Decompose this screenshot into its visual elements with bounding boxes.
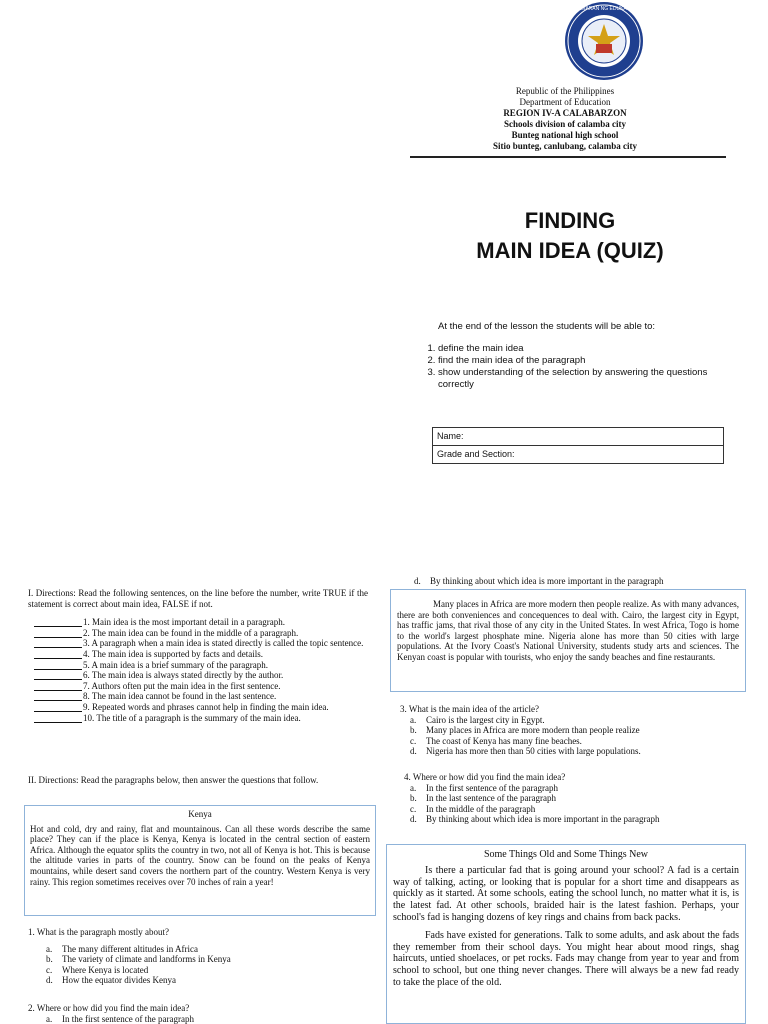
answer-blank[interactable] [34,649,82,659]
header-address: Sitio bunteg, canlubang, calamba city [492,141,638,151]
answer-blank[interactable] [34,638,82,648]
true-false-list [28,617,368,723]
tf-item: 5. A main idea is a brief summary of the paragraph. [34,660,368,671]
name-field[interactable]: Name: [437,431,464,441]
kenya-text: Hot and cold, dry and rainy, flat and mountainous. Can all these words describe the same place? They can if the place is Kenya, Kenya is located in the central section of eastern Africa. Although the equator splits the country in two, not all of Kenya is hot. This is because the altitude varies in parts of the country. Snow can be found on the peaks of Kenya mountains, while desert sand covers the northern part of the country. Western Kenya is very rainy. This region sometimes receives over 70 inches of rain a year! [30,823,370,887]
question-3 [392,704,742,757]
fads-paragraph-2: Fads have existed for generations. Talk to some adults, and ask about the fads they remember from their school days. You might hear about mood rings, shag haircuts, untied shoelaces, or pet rocks. Fads may change from year to year and from school to school, but one thing never changes. There will always be a new fad ready to take the place of the old. [393,929,739,988]
q2-options [28,1014,368,1024]
africa-passage [390,589,746,692]
q3-option[interactable]: c. The coast of Kenya has many fine beaches. [410,735,582,746]
tf-item: 9. Repeated words and phrases cannot help in finding the main idea. [34,702,368,713]
part1-section [28,588,368,723]
answer-blank[interactable] [34,681,82,691]
title-line-2: MAIN IDEA (QUIZ) [476,238,664,263]
q1-option[interactable]: a. The many different altitudes in Africa [46,943,199,954]
answer-blank[interactable] [34,670,82,680]
objectives [420,321,740,391]
tf-item: 7. Authors often put the main idea in the first sentence. [34,681,368,692]
tf-item: 2. The main idea can be found in the middle of a paragraph. [34,628,368,639]
question-4 [392,772,742,825]
deped-seal-icon [563,0,645,82]
header-region: REGION IV-A CALABARZON [503,108,627,118]
q1-option[interactable]: d. How the equator divides Kenya [46,975,176,986]
q1-option[interactable]: c. Where Kenya is located [46,964,149,975]
header-department: Department of Education [519,97,611,107]
objective-item: 1. define the main idea [438,343,740,355]
q2-option[interactable]: a. In the first sentence of the paragraph [46,1013,194,1024]
header-divider [410,156,726,158]
question-2 [28,1003,368,1024]
q4-option[interactable]: c. In the middle of the paragraph [410,803,536,814]
title-line-1: FINDING [524,208,616,233]
tf-item: 3. A paragraph when a main idea is stated directly is called the topic sentence. [34,638,368,649]
answer-blank[interactable] [34,691,82,701]
seal-text: KAGAWARAN NG EDUKASYON [567,6,641,12]
answer-blank[interactable] [34,660,82,670]
q4-option[interactable]: b. In the last sentence of the paragraph [410,793,556,804]
tf-item: 4. The main idea is supported by facts and details. [34,649,368,660]
question-1 [28,927,368,986]
q2-option[interactable]: d. By thinking about which idea is more important in the paragraph [414,576,664,586]
fads-title: Some Things Old and Some Things New [483,849,649,860]
q3-option[interactable]: a. Cairo is the largest city in Egypt. [410,714,545,725]
objective-item: 2. find the main idea of the paragraph [438,355,740,367]
tf-item: 10. The title of a paragraph is the summary of the main idea. [34,713,368,724]
answer-blank[interactable] [34,628,82,638]
q3-option[interactable]: d. Nigeria has more then than 50 cities with large populations. [410,746,641,757]
q4-options [392,783,742,825]
school-header [400,86,730,152]
objectives-list [420,343,740,391]
page-title [400,206,740,266]
header-division: Schools division of calamba city [503,119,626,129]
q2-text: 2. Where or how did you find the main idea? [28,1003,190,1013]
fads-passage [386,844,746,1024]
tf-item: 6. The main idea is always stated directly by the author. [34,670,368,681]
q3-text: 3. What is the main idea of the article? [400,704,540,714]
q1-options [28,944,368,986]
grade-section-field[interactable]: Grade and Section: [433,445,723,463]
q4-option[interactable]: d. By thinking about which idea is more important in the paragraph [410,814,660,825]
q1-option[interactable]: b. The variety of climate and landforms in Kenya [46,954,231,965]
answer-blank[interactable] [34,702,82,712]
q3-option[interactable]: b. Many places in Africa are more modern than people realize [410,725,640,736]
kenya-title: Kenya [188,809,212,819]
kenya-passage [24,805,376,916]
q3-options [392,715,742,757]
header-school: Bunteg national high school [511,130,619,140]
q2-continued [396,576,764,587]
q4-text: 4. Where or how did you find the main idea? [404,772,566,782]
q1-text: 1. What is the paragraph mostly about? [28,927,170,937]
q4-option[interactable]: a. In the first sentence of the paragraph [410,782,558,793]
objectives-intro: At the end of the lesson the students will be able to: [438,321,656,332]
name-box [432,427,724,464]
tf-item: 1. Main idea is the most important detail in a paragraph. [34,617,368,628]
fads-paragraph-1: Is there a particular fad that is going around your school? A fad is a certain way of talking, acting, or looking that is popular for a short time and disappears as quickly as it started. At some schools, eating the school lunch, no matter what it is, is the latest fad. At other schools, braided hair is the latest fashion. Perhaps, your school's fad is hanging dozens of key rings and chains from back packs. [393,864,739,923]
part1-directions: I. Directions: Read the following sentences, on the line before the number, write TRUE if the statement is correct about main idea, FALSE if not. [28,588,368,609]
objective-item: 3. show understanding of the selection by answering the questions correctly [438,367,740,391]
answer-blank[interactable] [34,617,82,627]
answer-blank[interactable] [34,713,82,723]
tf-item: 8. The main idea cannot be found in the last sentence. [34,691,368,702]
header-republic: Republic of the Philippines [515,86,615,96]
part2-directions: II. Directions: Read the paragraphs below, then answer the questions that follow. [28,775,319,785]
africa-text: Many places in Africa are more modern then people realize. As with many advances, there are both conveniences and concequences to deal with. Cairo, the largest city in Egypt, has traffic jams, that rival those of any city in the United States. In west Africa, Togo is home to the world's largest phosphate mine. Nigeria alone has more than 50 cities with large populations. At the Ivory Coast's National University, students study arts and sciences. The Kenyan coast is popular with tourists, who enjoy the sandy beaches and fine restaurants. [397,599,739,662]
